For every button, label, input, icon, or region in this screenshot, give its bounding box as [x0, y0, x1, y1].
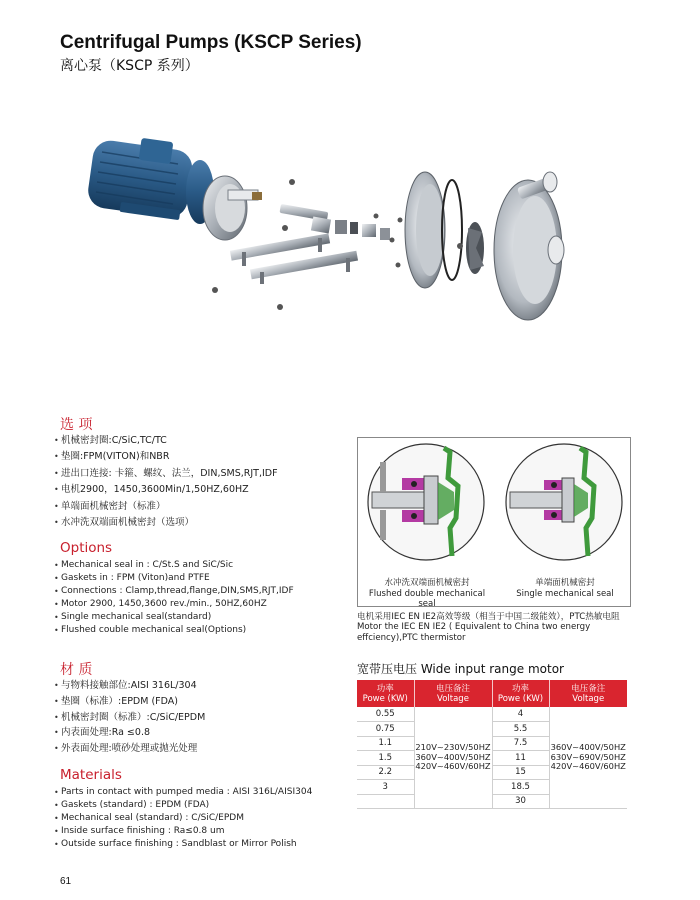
- table-header-row: [357, 680, 627, 707]
- list-item: • 垫圈:FPM(VITON)和NBR: [54, 449, 278, 465]
- materials-heading-en: Materials: [60, 767, 122, 783]
- double-seal-diagram: [368, 444, 484, 560]
- list-item: • 单端面机械密封（标准）: [54, 499, 278, 515]
- single-seal-diagram: [506, 444, 622, 560]
- motor-note-en: Motor the IEC EN IE2 ( Equivalent to China two energy effciency),PTC thermistor: [357, 622, 591, 643]
- list-item: • 内表面处理:Ra ≤0.8: [54, 725, 205, 741]
- materials-list-en: [54, 786, 312, 851]
- voltage-cell-left: 210V~230V/50HZ 360V~400V/50HZ 420V~460V/60HZ: [414, 707, 492, 809]
- motor-graphic: [86, 138, 214, 224]
- column-header: 电压备注 Voltage: [414, 680, 492, 707]
- back-plate-graphic: [390, 172, 463, 288]
- table-cell: 0.55: [357, 707, 414, 722]
- table-cell: 1.1: [357, 736, 414, 751]
- materials-list-cn: [54, 678, 205, 757]
- table-cell: [357, 794, 414, 809]
- motor-note: [357, 612, 637, 643]
- table-cell: 7.5: [492, 736, 549, 751]
- shaft-graphic: [279, 179, 390, 240]
- table-cell: 11: [492, 751, 549, 766]
- page-number: 61: [60, 876, 72, 887]
- options-list-cn: [54, 433, 278, 531]
- list-item: • Mechanical seal in : C/St.S and SiC/Sic: [54, 559, 294, 572]
- support-rails-graphic: [212, 233, 358, 310]
- materials-heading-cn: 材 质: [60, 662, 93, 678]
- table-cell: 1.5: [357, 751, 414, 766]
- list-item: • 机械密封圈:C/SiC,TC/TC: [54, 433, 278, 449]
- voltage-cell-right: 360V~400V/50HZ 630V~690V/50HZ 420V~460V/60HZ: [549, 707, 627, 809]
- options-heading-cn: 选 项: [60, 417, 93, 433]
- motor-note-cn: 电机采用IEC EN IE2高效等级（相当于中国二级能效），PTC热敏电阻: [357, 612, 620, 622]
- list-item: • Outside surface finishing : Sandblast or Mirror Polish: [54, 838, 312, 851]
- list-item: • 电机2900，1450,3600Min/1,50HZ,60HZ: [54, 482, 278, 498]
- pump-exploded-view-image: [80, 120, 620, 330]
- page-subtitle-cn: 离心泵（KSCP 系列）: [60, 58, 199, 74]
- column-header: 电压备注 Voltage: [549, 680, 627, 707]
- adapter-graphic: [203, 176, 262, 240]
- list-item: • Connections : Clamp,thread,flange,DIN,SMS,RJT,IDF: [54, 585, 294, 598]
- options-heading-en: Options: [60, 540, 113, 556]
- list-item: • 垫圈（标准）:EPDM (FDA): [54, 694, 205, 710]
- list-item: • 进出口连接: 卡箍、螺纹、法兰，DIN,SMS,RJT,IDF: [54, 466, 278, 482]
- table-cell: 4: [492, 707, 549, 722]
- table-cell: 15: [492, 765, 549, 780]
- list-item: • Single mechanical seal(standard): [54, 611, 294, 624]
- list-item: • 外表面处理:喷砂处理或抛光处理: [54, 741, 205, 757]
- list-item: • 水冲洗双端面机械密封（选项）: [54, 515, 278, 531]
- list-item: • 与物料接触部位:AISI 316L/304: [54, 678, 205, 694]
- column-header: 功率 Powe (KW): [492, 680, 549, 707]
- page-title: Centrifugal Pumps (KSCP Series): [60, 32, 362, 53]
- voltage-table: [357, 680, 627, 809]
- table-cell: 30: [492, 794, 549, 809]
- list-item: • Gaskets (standard) : EPDM (FDA): [54, 799, 312, 812]
- table-row: [357, 707, 627, 722]
- table-cell: 0.75: [357, 722, 414, 737]
- table-cell: 3: [357, 780, 414, 795]
- table-cell: 18.5: [492, 780, 549, 795]
- list-item: • Gaskets in : FPM (Viton)and PTFE: [54, 572, 294, 585]
- seal-diagram-frame: [357, 437, 631, 607]
- table-cell: 5.5: [492, 722, 549, 737]
- list-item: • Flushed couble mechanical seal(Options): [54, 624, 294, 637]
- pump-casing-graphic: [494, 172, 564, 320]
- list-item: • Inside surface finishing : Ra≤0.8 um: [54, 825, 312, 838]
- table-cell: 2.2: [357, 765, 414, 780]
- options-list-en: [54, 559, 294, 637]
- double-seal-caption: 水冲洗双端面机械密封 Flushed double mechanical seal: [368, 578, 486, 609]
- list-item: • Parts in contact with pumped media : AISI 316L/AISI304: [54, 786, 312, 799]
- single-seal-caption: 单端面机械密封 Single mechanical seal: [516, 578, 614, 599]
- list-item: • Mechanical seal (standard) : C/SiC/EPDM: [54, 812, 312, 825]
- voltage-table-title: 宽带压电压 Wide input range motor: [357, 662, 564, 676]
- list-item: • Motor 2900, 1450,3600 rev./min., 50HZ,60HZ: [54, 598, 294, 611]
- column-header: 功率 Powe (KW): [357, 680, 414, 707]
- list-item: • 机械密封圈（标准）:C/SiC/EPDM: [54, 710, 205, 726]
